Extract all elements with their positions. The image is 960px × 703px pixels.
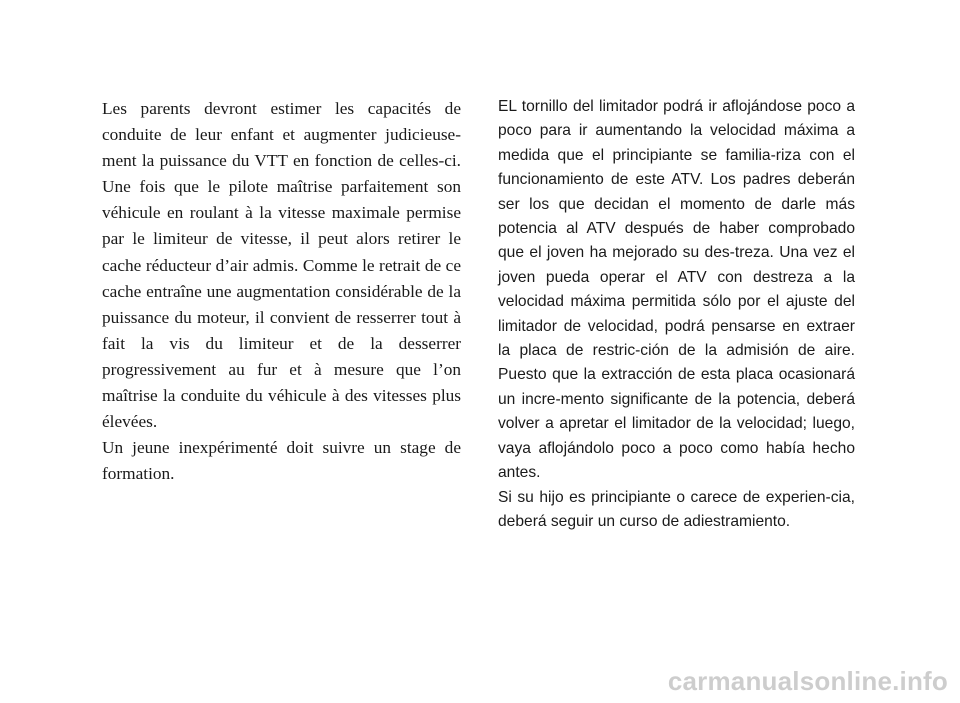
spanish-text-column	[498, 95, 855, 534]
watermark: carmanualsonline.info	[667, 666, 948, 696]
french-paragraph-1: Les parents devront estimer les capacités de conduite de leur enfant et augmenter judicieuse-ment la puissance du VTT en fonction de celles-ci. Une fois que le pilote maîtrise parfaitement son véhicule en roulant à la vitesse maximale permise par le limiteur de vitesse, il peut alors retirer le cache réducteur d’air admis. Comme le retrait de ce cache entraîne une augmentation considérable de la puissance du moteur, il convient de resserrer tout à fait la vis du limiteur et de la desserrer progressivement au fur et à mesure que l’on maîtrise la conduite du véhicule à des vitesses plus élevées.	[102, 99, 461, 432]
french-paragraph-2: Un jeune inexpérimenté doit suivre un stage de formation.	[102, 438, 461, 484]
french-text-column	[102, 96, 461, 487]
spanish-paragraph-2: Si su hijo es principiante o carece de experien-cia, deberá seguir un curso de adiestramiento.	[498, 488, 855, 530]
spanish-paragraph-1: EL tornillo del limitador podrá ir aflojándose poco a poco para ir aumentando la velocidad máxima a medida que el principiante se familia-riza con el funcionamiento de este ATV. Los padres deberán ser los que decidan el momento de darle más potencia al ATV después de haber comprobado que el joven ha mejorado su des-treza. Una vez el joven pueda operar el ATV con destreza a la velocidad máxima permitida sólo por el ajuste del limitador de velocidad, podrá pensarse en extraer la placa de restric-ción de la admisión de aire. Puesto que la extracción de esta placa ocasionará un incre-mento significante de la potencia, deberá volver a apretar el limitador de la velocidad; luego, vaya aflojándolo poco a poco como había hecho antes.	[498, 98, 855, 482]
